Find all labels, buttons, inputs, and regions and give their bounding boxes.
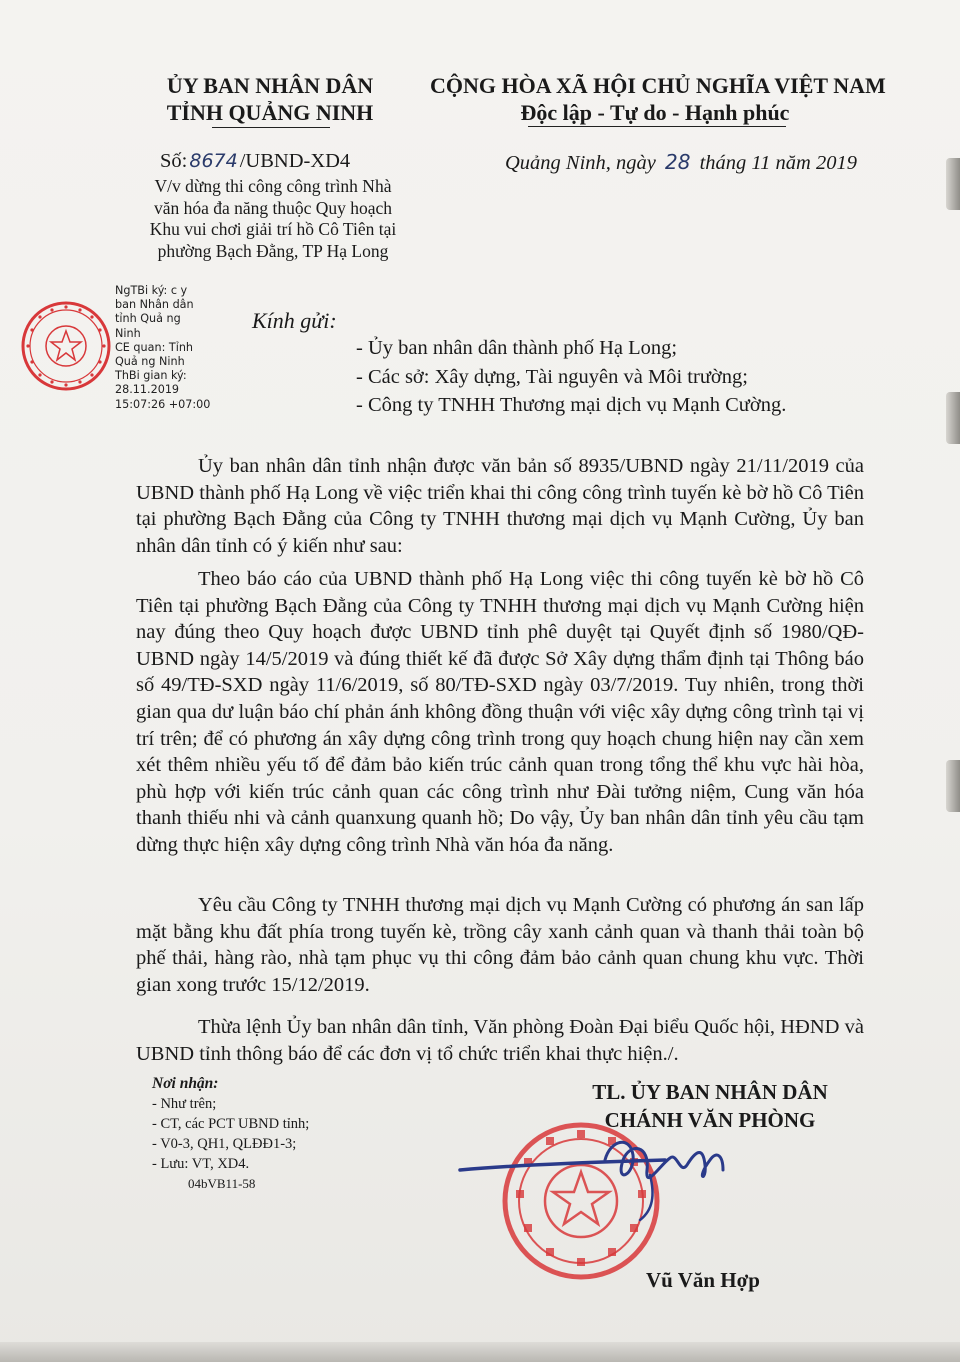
- recipients-note-item: - Như trên;: [152, 1096, 217, 1112]
- binder-clip: [946, 392, 960, 444]
- recipients-note-item: - V0-3, QH1, QLĐĐ1-3;: [152, 1136, 297, 1152]
- agency-line-1: ỦY BAN NHÂN DÂN: [166, 73, 374, 98]
- recipients-note-title: Nơi nhận:: [152, 1075, 219, 1092]
- motto-underline: [528, 126, 786, 127]
- recipients-note-item: - CT, các PCT UBND tỉnh;: [152, 1116, 310, 1132]
- body-paragraph: Theo báo cáo của UBND thành phố Hạ Long việc thi công tuyến kè bờ hồ Cô Tiên tại phường Bạch Đằng của Công ty TNHH thương mại dịch vụ Mạnh Cường hiện nay đúng theo Quy hoạch được UBND tỉnh phê duyệt tại Quyết định số 1980/QĐ-UBND ngày 14/5/2019 và đúng thiết kế đã được Sở Xây dựng thẩm định tại Thông báo số 49/TĐ-SXD ngày 11/6/2019, số 80/TĐ-SXD ngày 03/7/2019. Tuy nhiên, trong thời gian qua dư luận báo chí phản ánh không đồng thuận với việc xây dựng công trình tại vị trí trên; để có phương án xây dựng công trình trong quy hoạch chung hiện nay cần xem xét thêm nhiều yếu tố để đảm bảo kiến trúc cảnh quan trong tổng thể khu vực hài hòa, phù hợp với kiến trúc cảnh quan các công trình như Đài tưởng niệm, Cung văn hóa thanh thiếu nhi và cảnh quanxung quanh hồ; Do vậy, Ủy ban nhân dân tỉnh yêu cầu tạm dừng thực hiện xây dựng công trình Nhà văn hóa đa năng.: [136, 568, 864, 856]
- handwritten-number: 8674: [189, 150, 238, 172]
- digital-seal-icon: [20, 300, 112, 392]
- handwritten-signature-icon: [455, 1120, 755, 1230]
- nation-line-2: Độc lập - Tự do - Hạnh phúc: [520, 100, 790, 125]
- page-bottom-edge: [0, 1342, 960, 1362]
- nation-line-1: CỘNG HÒA XÃ HỘI CHỦ NGHĨA VIỆT NAM: [430, 73, 886, 98]
- subject-line: Khu vui chơi giải trí hồ Cô Tiên tại: [149, 219, 397, 239]
- subject-line: phường Bạch Đằng, TP Hạ Long: [157, 240, 389, 261]
- signer-name: Vũ Văn Hợp: [646, 1268, 760, 1292]
- subject-line: V/v dừng thi công công trình Nhà: [154, 176, 392, 196]
- place-date: Quảng Ninh, ngày 28 tháng 11 năm 2019: [505, 150, 857, 174]
- recipient-item: - Công ty TNHH Thương mại dịch vụ Mạnh Cường.: [356, 394, 787, 416]
- signature-line-1: TL. ỦY BAN NHÂN DÂN: [592, 1080, 828, 1104]
- recipient-item: - Ủy ban nhân dân thành phố Hạ Long;: [356, 337, 678, 359]
- agency-line-2: TỈNH QUẢNG NINH: [166, 100, 374, 125]
- agency-name: [140, 72, 400, 126]
- binder-clip: [946, 158, 960, 210]
- body-paragraph: Ủy ban nhân dân tỉnh nhận được văn bản số 8935/UBND ngày 21/11/2019 của UBND thành phố Hạ Long về việc triển khai thi công công trình tuyến kè bờ hồ Cô Tiên tại phường Bạch Đằng của Công ty TNHH thương mại dịch vụ Mạnh Cường, Ủy ban nhân dân tỉnh có ý kiến như sau:: [136, 455, 864, 557]
- handwritten-day: 28: [665, 150, 691, 174]
- salutation-label: Kính gửi:: [252, 308, 337, 333]
- digital-signature-info: NgTBi ký: c y ban Nhân dân tỉnh Quả ng Ninh CE quan: Tỉnh Quả ng Ninh ThBi gian ký: 28.11.2019 15:07:26 +07:00: [115, 284, 211, 411]
- subject-block: [128, 176, 418, 262]
- signature-line-2: CHÁNH VĂN PHÒNG: [604, 1108, 816, 1132]
- recipients-note: [152, 1074, 309, 1194]
- body-paragraph: Thừa lệnh Ủy ban nhân dân tỉnh, Văn phòng Đoàn Đại biểu Quốc hội, HĐND và UBND tỉnh thông báo để các đơn vị tổ chức triển khai thực hiện./.: [136, 1016, 864, 1065]
- binder-clip: [946, 760, 960, 812]
- recipients-note-item: - Lưu: VT, XD4.: [152, 1156, 250, 1172]
- recipient-list: [356, 334, 786, 420]
- agency-underline: [212, 127, 330, 128]
- body-paragraph: Yêu cầu Công ty TNHH thương mại dịch vụ Mạnh Cường có phương án san lấp mặt bằng khu đất phía trong tuyến kè, trồng cây xanh cảnh quan và thanh thải toàn bộ phế thải, hàng rào, nhà tạm phục vụ thi công đảm bảo cảnh quan chung khu vực. Thời gian xong trước 15/12/2019.: [136, 894, 864, 996]
- subject-line: văn hóa đa năng thuộc Quy hoạch: [153, 197, 393, 218]
- recipient-item: - Các sở: Xây dựng, Tài nguyên và Môi trường;: [356, 365, 748, 388]
- document-code: 04bVB11-58: [188, 1176, 256, 1191]
- document-number: Số: 8674/UBND-XD4: [160, 150, 351, 172]
- nation-motto: [430, 72, 886, 126]
